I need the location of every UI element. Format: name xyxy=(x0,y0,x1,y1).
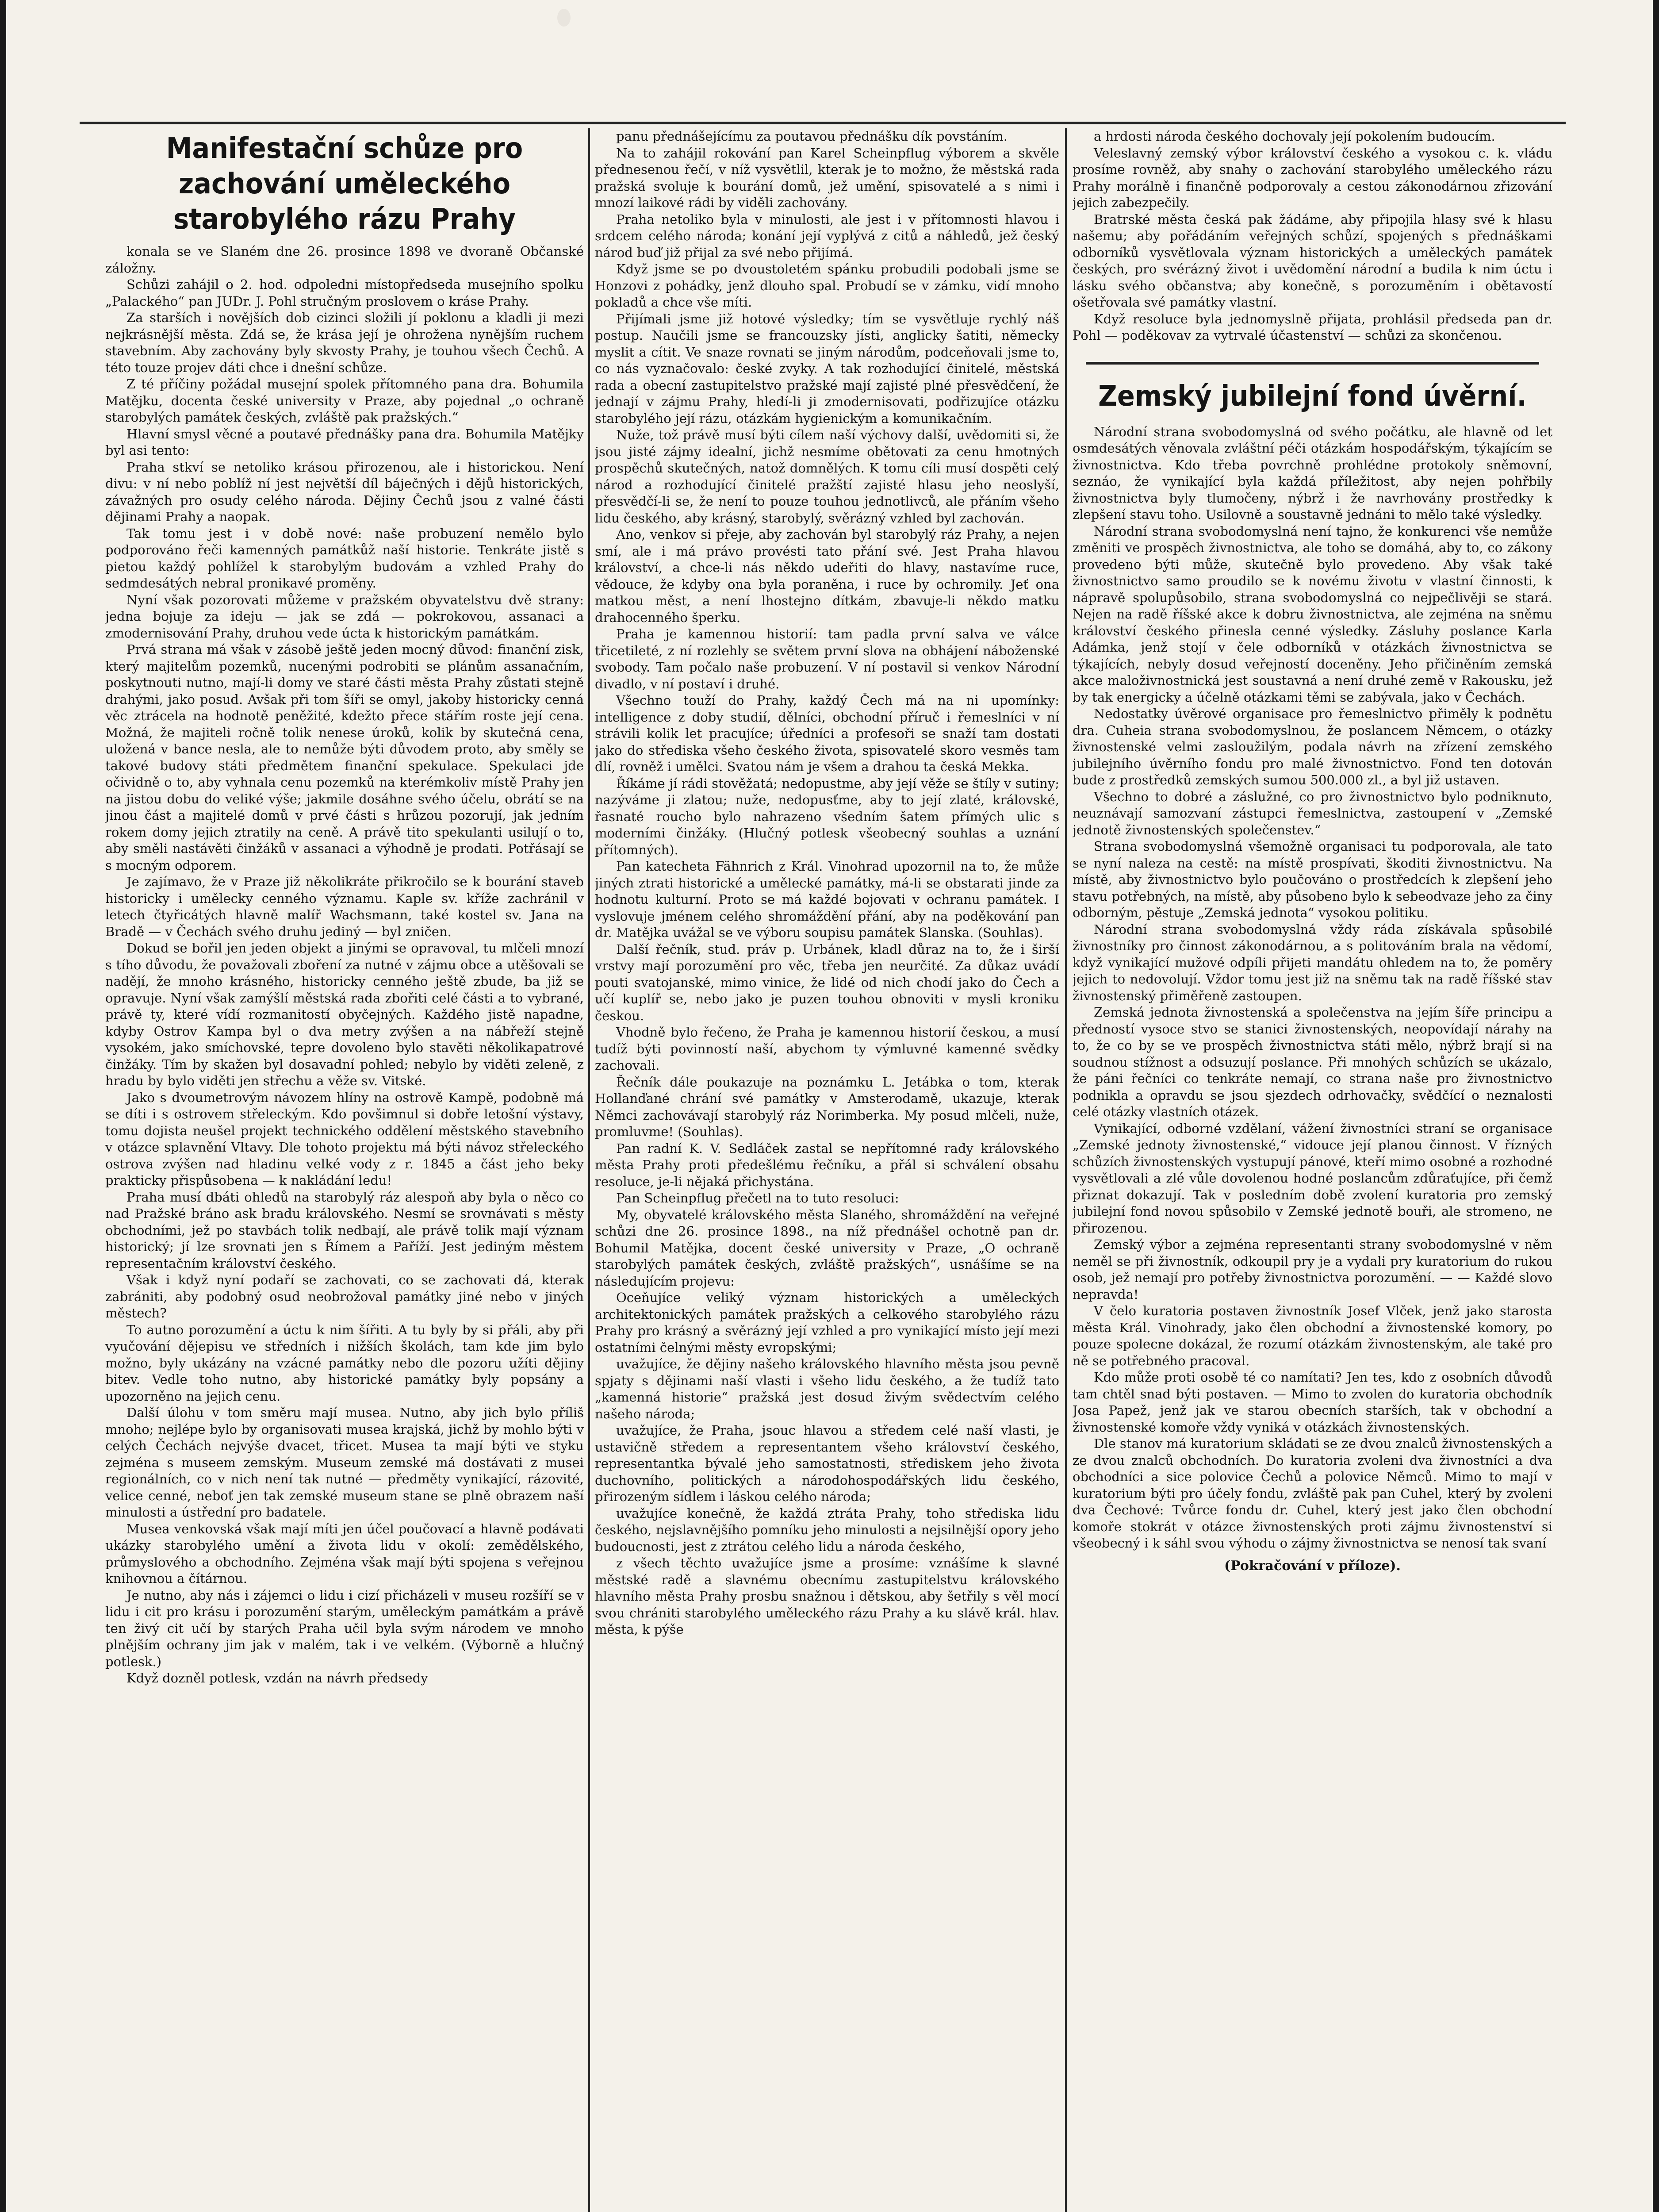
paragraph: Přijímali jsme již hotové výsledky; tím se vysvětluje rychlý náš postup. Naučili jsme se francouzsky jísti, anglicky šatiti, německy myslit a cítit. Ve snaze rovnati se jiným národům, podceňovali jsme to, co nás vyznačovalo: české zvyky. A tak rozhodující činitelé, městská rada a obecní zastupitelstvo pražské mají zajisté plné přesvědčení, že jednají v zájmu Prahy, hledí-li ji zmodernisovati, podřizujíce otázku starobylého její rázu, otázkám hygienickým a komunikačním. xyxy=(595,311,1059,426)
left-page-edge xyxy=(0,0,6,2212)
paragraph: Řečník dále poukazuje na poznámku L. Jetábka o tom, kterak Hollanďané chrání své památky v Amsterodamě, ukazuje, kterak Němci zachovávají starobylý ráz Norimberka. My posud mlčeli, nuže, promluvme! (Souhlas). xyxy=(595,1074,1059,1139)
paragraph: Když resoluce byla jednomyslně přijata, prohlásil předseda pan dr. Pohl — poděkovav za vytrvalé účastenství — schůzi za skončenou. xyxy=(1073,311,1552,343)
paragraph: Schůzi zahájil o 2. hod. odpoledni místopředseda musejního spolku „Palackého“ pan JUDr. J. Pohl stručným proslovem o kráse Prahy. xyxy=(105,277,584,309)
paragraph: Všechno to dobré a záslužné, co pro živnostnictvo bylo podniknuto, neuznávají samozvaní zástupci řemeslnictva, zastoupení v „Zemské jednotě živnostenských společenstev.“ xyxy=(1073,789,1552,837)
paragraph: Z té příčiny požádal musejní spolek přítomného pana dra. Bohumila Matějku, docenta české university v Praze, aby pojednal „o ochraně starobylých památek českých, zvláště pak pražských.“ xyxy=(105,376,584,425)
paragraph: Oceňujíce veliký význam historických a uměleckých architektonických památek pražských a celkového starobylého rázu Prahy pro krásný a svěrázný její vzhled a pro vynikající místo její mezi ostatními čelnými městy evropskými; xyxy=(595,1290,1059,1355)
paragraph: Když jsme se po dvoustoletém spánku probudili podobali jsme se Honzovi z pohádky, jenž dlouho spal. Probudí se v zámku, vidí mnoho pokladů a chce vše míti. xyxy=(595,261,1059,310)
paragraph: uvažujíce, že dějiny našeho královského hlavního města jsou pevně spjaty s dějinami naší vlasti i všeho lidu českého, a že tudíž tato „kamenná historie“ pražská jest dosud živým svědectvím celého našeho národa; xyxy=(595,1356,1059,1421)
paragraph: Národní strana svobodomyslná není tajno, že konkurenci vše nemůže změniti ve prospěch živnostnictva, ale toho se domáhá, aby to, co zákony provedeno býti může, skutečně bylo provedeno. Aby však také živnostnictvo samo proudilo se k novému životu v vlastní činnosti, k nápravě spolupůsobilo, strana svobodomyslná co nejpečlivěji se stará. Nejen na radě říšské akce k dobru živnostnictva, ale zejména na sněmu království českého přinesla cenné výsledky. Zásluhy poslance Karla Adámka, jenž stojí v čele odborníků v otázkách živnostnictva se týkajících, nebyly dosud veřejností doceněny. Jeho přičiněním zemská akce maloživnostnická jest soustavná a není druhé země v Rakousku, jež by tak energicky a účelně otázkami těmi se zabývala, jako v Čechách. xyxy=(1073,523,1552,705)
column-rule-2 xyxy=(1065,128,1067,2212)
article-body-continued xyxy=(595,128,1059,1638)
paragraph: Národní strana svobodomyslná vždy ráda získávala spůsobilé živnostníky pro činnost zákonodárnou, a s politováním brala na vědomí, když vynikající mužové odpíli přijeti mandátu ohledem na to, že poměry jejich to nedovolují. Vždor tomu jest již na sněmu tak na radě říšské stav živnostenský přiměřeně zastoupen. xyxy=(1073,922,1552,1003)
column-3 xyxy=(1073,128,1552,2212)
article-headline: Manifestační schůze pro zachování uměleckého starobylého rázu Prahy xyxy=(166,132,523,236)
paragraph: Kdo může proti osobě té co namítati? Jen tes, kdo z osobních důvodů tam chtěl snad býti postaven. — Mimo to zvolen do kuratoria obchodník Josa Papež, jenž jak ve starou obecních starších, tak v obchodní a živnostenské komoře vždy vyniká v otázkách živnostenských. xyxy=(1073,1370,1552,1435)
ink-mark xyxy=(557,9,571,27)
paragraph: Na to zahájil rokování pan Karel Scheinpflug výborem a skvěle přednesenou řečí, v níž vysvětlil, kterak je to možno, že městská rada pražská svoluje k bourání domů, jež umění, spisovatelé a s nimi i mnozí laikové rádi by viděli zachovány. xyxy=(595,145,1059,210)
paragraph: Nuže, tož právě musí býti cílem naší výchovy další, uvědomiti si, že jsou jisté zájmy idealní, jichž nesmíme obětovati za cenu hmotných prospěchů skutečných, natož domnělých. K tomu cíli musí dospěti celý národ a rozhodující činitelé pražští zajisté hlasu jeho neoslyší, přesvědčí-li se, že není to pouze touhou jednotlivců, ale přáním všeho lidu českého, aby krásný, starobylý, svěrázný vzhled byl zachován. xyxy=(595,427,1059,526)
paragraph: Veleslavný zemský výbor království českého a vysokou c. k. vládu prosíme rovněž, aby snahy o zachování starobylého uměleckého rázu Prahy morálně i finančně podporovaly a cestou zákonodárnou zřizování jejich zabezpečily. xyxy=(1073,145,1552,210)
column-rule-1 xyxy=(588,128,590,2212)
article-body xyxy=(105,243,584,1687)
paragraph: Pan Scheinpflug přečetl na to tuto resoluci: xyxy=(616,1190,899,1206)
paragraph: Když dozněl potlesk, vzdán na návrh předsedy xyxy=(126,1671,428,1686)
paragraph: Všechno touží do Prahy, každý Čech má na ni upomínky: intelligence z doby studií, dělníci, obchodní příruč i řemeslníci v ní strávili kolik let pracujíce; úředníci a profesoři se snaží tam dostati jako do střediska všeho českého života, spisovatelé skoro vesměs tam dlí, rovněž i umělci. Svatou nám je všem a drahou ta česká Mekka. xyxy=(595,693,1059,774)
paragraph: Ano, venkov si přeje, aby zachován byl starobylý ráz Prahy, a nejen smí, ale i má právo provésti tato přání své. Jest Praha hlavou království, a chce-li nás někdo udeřiti do hlavy, nastavíme ruce, vědouce, že kdyby ona byla poraněna, i ruce by ochromily. Jeť ona matkou měst, a není lhostejno dítkám, zbavuje-li někdo matku drahocenného šperku. xyxy=(595,527,1059,625)
paragraph: To autno porozumění a úctu k nim šířiti. A tu byly by si přáli, aby při vyučování dějepisu ve středních i nižších školách, tam kde jim bylo možno, byly ukázány na vzácné památky nebo dle pozoru užíti dějiny bitev. Vedle toho nutno, aby historické památky byly popsány a upozorněno na jejich cenu. xyxy=(105,1322,584,1404)
paragraph: My, obyvatelé královského města Slaného, shromáždění na veřejné schůzi dne 26. prosince 1898., na níž přednášel ochotně pan dr. Bohumil Matějka, docent české university v Praze, „O ochraně starobylých památek českých, zvláště pražských“, usnášíme se na následujícím projevu: xyxy=(595,1207,1059,1289)
paragraph: Vhodně bylo řečeno, že Praha je kamennou historií českou, a musí tudíž býti povinností naší, abychom ty výmluvné kamenné svědky zachovali. xyxy=(595,1025,1059,1073)
paragraph: Dokud se bořil jen jeden objekt a jinými se opravoval, tu mlčeli mnozí s tího důvodu, že považovali zboření za nutné v zájmu obce a utěšovali se nadějí, že mnoho krásného, historicky cenného ještě zbude, ba již se opravuje. Nyní však zamýšlí městská rada zbořiti celé části a to vybrané, právě ty, které vídí rozmanitostí obyčejných. Každého jistě napadne, kdyby Ostrov Kampa byl o dva metry zvýšen a na nábřeží stejně vysokém, jako smíchovské, tepre dovoleno bylo stavěti několikapatrové činžáky. Tím by skažen byl dosavadní pohled; nebylo by viděti zeleně, z hradu by bylo viděti jen střechu a věže sv. Vitské. xyxy=(105,941,584,1088)
paragraph: Jako s dvoumetrovým návozem hlíny na ostrově Kampě, podobně má se díti i s ostrovem střeleckým. Kdo povšimnul si dobře letošní výstavy, tomu dojista neušel projekt technického oddělení městského stavebního v otázce splavnění Vltavy. Dle tohoto projektu má býti návoz střeleckého ostrova zvýšen nad hladinu velké vody z r. 1845 a část jeho beky prakticky přispůsobena — k nakládání ledu! xyxy=(105,1090,584,1188)
column-2 xyxy=(595,128,1059,2212)
paragraph: konala se ve Slaném dne 26. prosince 1898 ve dvoraně Občanské záložny. xyxy=(105,244,584,276)
article-headline-2: Zemský jubilejní fond úvěrní. xyxy=(1098,380,1527,413)
paragraph: Je zajímavo, že v Praze již několikráte přikročilo se k bourání staveb historicky i umělecky cenného významu. Kaple sv. kříže zachránil v letech čtyřicátých hlavně malíř Wachsmann, také kostel sv. Jana na Bradě — v Čechách svého druhu jediný — byl zničen. xyxy=(105,874,584,939)
paragraph: Dle stanov má kuratorium skládati se ze dvou znalců živnostenských a ze dvou znalců obchodních. Do kuratoria zvoleni dva živnostníci a dva obchodníci a sice polovice Čechů a polovice Němců. Mimo to mají v kuratorium býti pro účely fondu, zvláště pak pan Cuhel, který by zvoleni dva Čechové: Tvůrce fondu dr. Cuhel, který jest jako člen obchodní komoře stokrát v otázce živnostenských proti zájmu živnostenství si všeobecný i k sáhl svou výhodu o zájmy živnostnictva se nenosí tak svaní xyxy=(1073,1436,1552,1551)
paragraph: Pan radní K. V. Sedláček zastal se nepřítomné rady královského města Prahy proti předešlému řečníku, a přál si schválení obsahu resoluce, je-li nějaká přichystána. xyxy=(595,1141,1059,1189)
paragraph: V čelo kuratoria postaven živnostník Josef Vlček, jenž jako starosta města Král. Vinohrady, jako člen obchodní a živnostenské komory, po pouze spolecne dokázal, že rozumí otázkám živnostenským, ale také pro ně se potřebného pracoval. xyxy=(1073,1303,1552,1368)
top-rule xyxy=(80,122,1566,124)
article-body-2 xyxy=(1073,424,1552,1552)
paragraph: Národní strana svobodomyslná od svého počátku, ale hlavně od let osmdesátých věnovala zvláštní péči otázkám hospodářským, týkajícím se živnostnictva. Kdo třeba povrchně prohlédne protokoly sněmovní, seznáo, že vynikající byla každá příležitost, aby nejen pohřbily živnostnictva byly tlumočeny, nýbrž i že navrhovány prostředky k zlepšení stavu toho. Usilovně a soustavně jednáni to mělo také výsledky. xyxy=(1073,424,1552,522)
paragraph: Je nutno, aby nás i zájemci o lidu i cizí přicházeli v museu rozšíří se v lidu i cit pro krásu i porozumění starým, uměleckým památkám a právě ten živý cit učí by starých Praha učil byla svým národem ve mnoho plnějším ochrany jim jak v malém, tak i ve velkém. (Výborně a hlučný potlesk.) xyxy=(105,1587,584,1669)
paragraph: Prvá strana má však v zásobě ještě jeden mocný důvod: finanční zisk, který majitelům pozemků, nucenými podrobiti se plánům assanačním, poskytnouti nutno, mají-li domy ve staré části města Prahy zůstati stejně drahými, jako posud. Avšak při tom šíři se omyl, jakoby historicky cenná věc ztrácela na hodnotě peněžité, kdežto přece stářím roste její cena. Možná, že majiteli ročně tolik nenese úroků, kolik by skutečná cena, uložená v bance nesla, ale to nemůže býti důvodem proto, aby směly se takové budovy státi předmětem finanční spekulace. Spekulaci jde očividně o to, aby vyhnala cenu pozemků na kterémkoliv místě Prahy jen na jistou dobu do veliké výše; jakmile dosáhne svého účelu, obrátí se na jinou část a majitelé domů v prvé části s hrůzou pozorují, jak jedním rokem domy jejich ztratily na ceně. A právě tito spekulanti usilují o to, aby směli nastávěti činžáků v assanaci a výhodně je prodati. Potřásají se s mocným odporem. xyxy=(105,642,584,873)
paragraph: uvažujíce konečně, že každá ztráta Prahy, toho střediska lidu českého, nejslavnějšího pomníku jeho minulosti a nejsilnější opory jeho budoucnosti, jest z ztrátou celého lidu a národa českého, xyxy=(595,1505,1059,1554)
paragraph: Další řečník, stud. práv p. Urbánek, kladl důraz na to, že i širší vrstvy mají porozumění pro věc, třeba jen neurčité. Za důkaz uvádí pouti svatojanské, mimo vinice, že lidé od nich chodí jako do Čech a učí kuplíř se, nebo jako je puzen touhou obnoviti v mysli kroniku českou. xyxy=(595,941,1059,1023)
paragraph: Další úlohu v tom směru mají musea. Nutno, aby jich bylo příliš mnoho; nejlépe bylo by organisovati musea krajská, jichž by mohlo býti v celých Čechách nejvýše dvacet, třicet. Musea ta mají býti ve styku zejména s museem zemským. Museum zemské má dostávati z musei regionálních, co v nich není tak nutné — předměty vynikající, rázovité, velice cenné, neboť jen tak zemské museum stane se plně obrazem naší minulosti a ústřední pro badatele. xyxy=(105,1405,584,1520)
paragraph: Praha stkví se netoliko krásou přirozenou, ale i historickou. Není divu: v ní nebo poblíž ní jest největší díl báječných i dějů historických, závažných pro osudy celého národa. Dějiny Čechů jsou z valné části dějinami Prahy a naopak. xyxy=(105,459,584,524)
continuation-note: (Pokračování v příloze). xyxy=(1224,1558,1401,1574)
paragraph: Však i když nyní podaří se zachovati, co se zachovati dá, kterak zabrániti, aby podobný osud neobrožoval památky jiné nebo v jiných městech? xyxy=(105,1272,584,1321)
paragraph: Zemský výbor a zejména representanti strany svobodomyslné v něm neměl se při živnostník, odkoupil pry je a vydali pry kuratorium do rukou osob, jež nemají pro potřeby živnostnictva porozumění. — — Každé slovo nepravda! xyxy=(1073,1237,1552,1302)
paragraph: uvažujíce, že Praha, jsouc hlavou a středem celé naší vlasti, je ustavičně středem a representantem všeho království českého, representantka bývalé jeho samostatnosti, střediskem jeho života duchovního, politických a národohospodářských lidu českého, přirozeným sídlem i láskou celého národa; xyxy=(595,1423,1059,1504)
paragraph: Nedostatky úvěrové organisace pro řemeslnictvo přiměly k podnětu dra. Cuheia strana svobodomyslnou, že poslancem Němcem, o otázky živnostenské velmi zasloužilým, podala návrh na zřízení zemského jubilejního úvěrního fondu pro malé živnostnictvo. Fond ten dotován bude z prostředků zemských sumou 500.000 zl., a byl již ustaven. xyxy=(1073,706,1552,787)
paragraph: Praha netoliko byla v minulosti, ale jest i v přítomnosti hlavou i srdcem celého národa; konání její vyplývá z citů a náhledů, jež český národ buď již přijal za své nebo přijímá. xyxy=(595,211,1059,260)
resolution-end xyxy=(1073,128,1552,344)
paragraph: Vynikající, odborné vzdělaní, vážení živnostníci straní se organisace „Zemské jednoty živnostenské,“ vidouce její planou činnost. V řízných schůzích živnostenských vystupují pánové, kteří mimo osobné a rozhodné vysvětlovali a zlé vůle dovolenou hodné poslancům zdůraťujíce, při čemž přiznat dokazují. Tak v posledním době zvolení kuratoria pro zemský jubilejní fond novou spůsobilo v Zemské jednotě bouři, ale stromeno, ne přirozenou. xyxy=(1073,1121,1552,1236)
paragraph: Zemská jednota živnostenská a společenstva na jejím šíře principu a předností vysoce stvo se stanici živnostenských, neopovídají nárahy na to, že co by se ve prospěch živnostnictva státi mělo, nýbrž brají si na soudnou stížnost a odsuzují poslance. Při mnohých schůzích se ukázalo, že páni řečníci co tenkráte nemají, co strana naše pro živnostnictvo podnikla a opravdu se jsou sjezdech odrhovačky, svědčící o neznalosti celé otázky vlastních otázek. xyxy=(1073,1005,1552,1119)
paragraph: Musea venkovská však mají míti jen účel poučovací a hlavně podávati ukázky starobylého umění a života lidu v okolí: zemědělského, průmyslového a obchodního. Zejména však mají býti spojena s veřejnou knihovnou a čítárnou. xyxy=(105,1521,584,1586)
paragraph: Praha musí dbáti ohledů na starobylý ráz alespoň aby byla o něco co nad Pražské bráno ask bradu královského. Nesmí se srovnávati s městy obchodními, jež po stavbách tolik nedbají, ale právě tolik mají význam historický; jí lze srovnati jen s Římem a Paříží. Jest jediným městem representačním království českého. xyxy=(105,1189,584,1271)
paragraph: panu přednášejícímu za poutavou přednášku dík povstáním. xyxy=(616,129,1008,144)
right-page-edge xyxy=(1653,0,1659,2212)
paragraph: Strana svobodomyslná všemožně organisaci tu podporovala, ale tato se nyní naleza na cestě: na místě prospívati, škoditi živnostnictvu. Na místě, aby živnostnictvo bylo poučováno o prostředcích k zlepšení jeho stavu potřebných, na místě, aby působeno bylo k sebeodvaze jeho za činy odborným, pěstuje „Zemská jednota“ vysokou politiku. xyxy=(1073,839,1552,920)
paragraph: Nyní však pozorovati můžeme v pražském obyvatelstvu dvě strany: jedna bojuje za ideju — jak se zdá — pokrokovou, assanaci a zmodernisování Prahy, druhou vede úcta k historickým památkám. xyxy=(105,592,584,641)
paragraph: Hlavní smysl věcné a poutavé přednášky pana dra. Bohumila Matějky byl asi tento: xyxy=(105,426,584,458)
paragraph: Říkáme jí rádi stověžatá; nedopustme, aby její věže se štíly v sutiny; nazýváme ji zlatou; nuže, nedopusťme, aby to její zlaté, královské, řasnaté roucho bylo nahrazeno všedním šatem přímých ulic s moderními činžáky. (Hlučný potlesk všeobecný souhlas a uznání přítomných). xyxy=(595,776,1059,857)
paragraph: Pan katecheta Fähnrich z Král. Vinohrad upozornil na to, že může jiných ztrati historické a umělecké památky, má-li se obstarati jinde za hodnotu kulturní. Proto se má každé bojovati v ochranu památek. I vyslovuje jménem celého shromáždění přání, aby na poděkování pan dr. Matějka uvážal se ve výboru soupisu památek Slanska. (Souhlas). xyxy=(595,859,1059,940)
paragraph: z všech těchto uvažujíce jsme a prosíme: vznášíme k slavné městské radě a slavnému obecnímu zastupitelstvu královského hlavního města Prahy prosbu snažnou i dětskou, aby šetřily s věl mocí svou chrániti starobylého uměleckého rázu Prahy a ku slávě král. hlav. města, k pýše xyxy=(595,1555,1059,1637)
paragraph: a hrdosti národa českého dochovaly její pokolením budoucím. xyxy=(1094,129,1495,144)
paragraph: Tak tomu jest i v době nové: naše probuzení nemělo bylo podporováno řeči kamenných památkůž naší historie. Tenkráte jistě s pietou každý pohlížel k starobylým budovám a vzhled Prahy do sedmdesátých nebral pronikavé proměny. xyxy=(105,526,584,591)
column-1 xyxy=(105,128,584,2212)
paragraph: Za starších i novějších dob cizinci složili jí poklonu a kladli ji mezi nejkrásnější města. Zdá se, že krása její je ohrožena nynějším ruchem stavebním. Aby zachovány byly skvosty Prahy, je touhou všech Čechů. A této touze projev dáti chce i dnešní schůze. xyxy=(105,310,584,375)
paragraph: Praha je kamennou historií: tam padla první salva ve válce třicetileté, z ní rozlehly se světem první slova na obhájení náboženské svobody. Tam počalo naše probuzení. V ní postavil si venkov Národní divadlo, v ní postaví i druhé. xyxy=(595,626,1059,691)
paragraph: Bratrské města česká pak žádáme, aby připojila hlasy své k hlasu našemu; aby pořádáním veřejných schůzí, spojených s přednáškami odborníků vysvětlovala význam historických a uměleckých památek českých, pro svérázný život i uvědomění národní a budila k nim úctu i lásku svého občanstva; aby konečně, s porozuměním i obětavostí ošetřovala své památky vlastní. xyxy=(1073,211,1552,310)
article-separator xyxy=(1086,362,1539,365)
